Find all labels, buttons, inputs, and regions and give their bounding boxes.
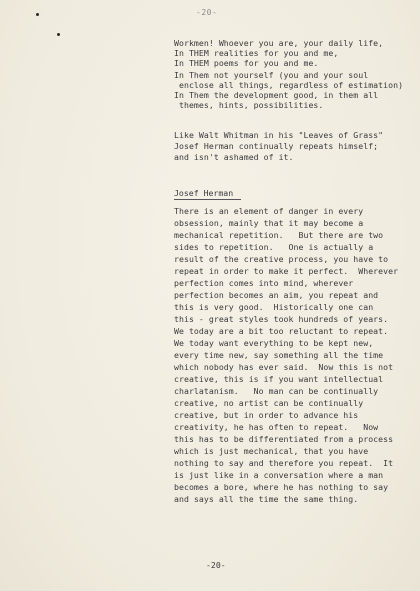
essay-line: this has to be differentiated from a process (174, 434, 394, 444)
essay-line: every time new, say something all the time (174, 350, 384, 360)
essay-line: result of the creative process, you have to (174, 254, 389, 264)
poem-line: In THEM poems for you and me. (174, 58, 319, 68)
essay-line: creative, but in order to advance his (174, 410, 359, 420)
essay-line: is just like in a conversation where a man (174, 470, 384, 480)
essay-line: this is very good. Historically one can (174, 302, 374, 312)
poem-line: enclose all things, regardless of estimation) (174, 80, 404, 90)
poem-line: In THEM realities for you and me, (174, 48, 339, 58)
essay-line: becomes a bore, where he has nothing to say (174, 482, 389, 492)
heading-underline (174, 199, 241, 200)
binding-hole-mark (36, 13, 39, 16)
essay-line: perfection becomes an aim, you repeat and (174, 290, 379, 300)
essay-line: nothing to say and therefore you repeat. It (174, 458, 394, 468)
essay-line: and says all the time the same thing. (174, 494, 359, 504)
essay-line: which is just mechanical, that you have (174, 446, 369, 456)
essay-line: creative, no artist can be continually (174, 398, 364, 408)
section-heading: Josef Herman (174, 188, 234, 198)
poem-line: In Them the development good, in them all (174, 90, 379, 100)
commentary-line: Josef Herman continually repeats himself; (174, 141, 379, 151)
essay-line: creativity, he has often to repeat. Now (174, 422, 379, 432)
commentary-line: Like Walt Whitman in his "Leaves of Grass" (174, 130, 384, 140)
essay-line: perfection comes into mind, wherever (174, 278, 354, 288)
essay-line: There is an element of danger in every (174, 206, 364, 216)
poem-line: themes, hints, possibilities. (174, 100, 324, 110)
bottom-page-number: -20- (206, 560, 226, 570)
top-page-number: -20- (196, 8, 218, 17)
essay-line: sides to repetition. One is actually a (174, 242, 374, 252)
binding-hole-mark (57, 33, 60, 36)
essay-line: creative, this is if you want intellectual (174, 374, 384, 384)
essay-line: We today are a bit too reluctant to repeat. (174, 326, 389, 336)
essay-line: We today want everything to be kept new, (174, 338, 374, 348)
essay-line: which nobody has ever said. Now this is not (174, 362, 394, 372)
essay-line: repeat in order to make it perfect. Wherever (174, 266, 399, 276)
essay-line: charlatanism. No man can be continually (174, 386, 379, 396)
poem-line: In Them not yourself (you and your soul (174, 70, 369, 80)
poem-line: Workmen! Whoever you are, your daily life, (174, 38, 384, 48)
essay-line: obsession, mainly that it may become a (174, 218, 364, 228)
commentary-line: and isn't ashamed of it. (174, 152, 294, 162)
essay-line: mechanical repetition. But there are two (174, 230, 384, 240)
essay-line: this - great styles took hundreds of years. (174, 314, 389, 324)
